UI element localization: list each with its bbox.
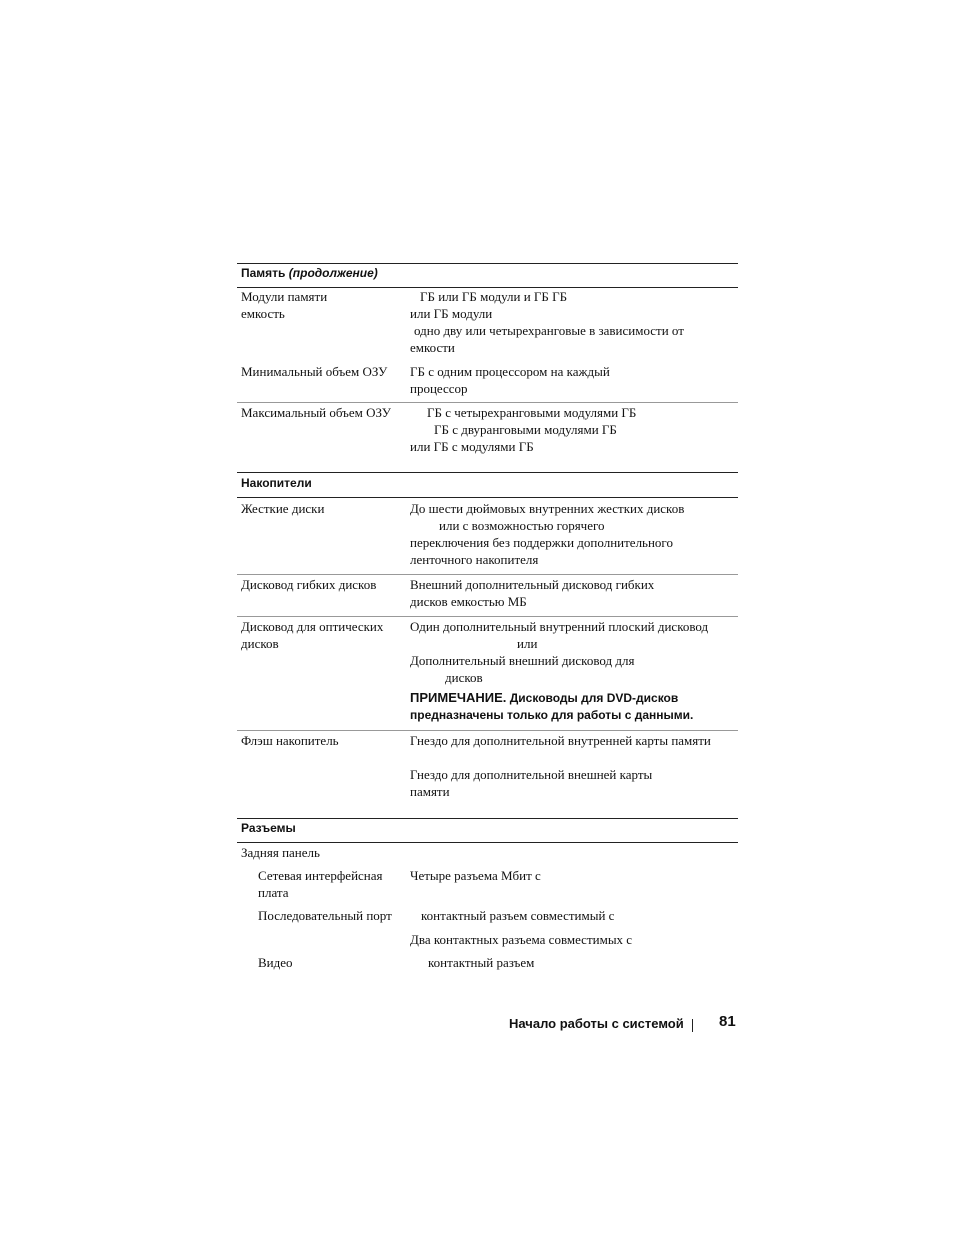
- note-label: ПРИМЕЧАНИЕ.: [410, 690, 507, 705]
- section-title-memory: Память (продолжение): [241, 266, 378, 280]
- value-video: контактный разъем: [428, 955, 535, 970]
- label-memory-modules: Модули памяти емкость: [241, 289, 328, 321]
- label-video: Видео: [258, 955, 293, 970]
- value-serial-port: контактный разъем совместимый с: [421, 908, 615, 923]
- row-divider: [237, 616, 738, 617]
- value-flash-internal: Гнездо для дополнительной внутренней карты памяти: [410, 733, 711, 748]
- label-hard-drives: Жесткие диски: [241, 501, 325, 516]
- value-max-ram: ГБ с четырехранговыми модулями ГБ ГБ с двуранговыми модулями ГБ или ГБ с модулями ГБ: [410, 405, 637, 454]
- value-min-ram: ГБ с одним процессором на каждый процессор: [410, 364, 610, 396]
- value-optical-drive: Один дополнительный внутренний плоский дисковод или Дополнительный внешний дисковод для дисков: [410, 619, 709, 685]
- label-nic: Сетевая интерфейсная плата: [258, 868, 383, 900]
- section-title-connectors: Разъемы: [241, 821, 296, 835]
- row-divider: [237, 574, 738, 575]
- section-header-rule: [237, 842, 738, 843]
- value-memory-modules: ГБ или ГБ модули и ГБ ГБ или ГБ модули одно дву или четырехранговые в зависимости от емкости: [410, 289, 684, 355]
- label-floppy-drive: Дисковод гибких дисков: [241, 577, 377, 592]
- footer-separator: [692, 1019, 693, 1032]
- row-divider: [237, 730, 738, 731]
- section-title-storage: Накопители: [241, 476, 312, 490]
- label-rear-panel: Задняя панель: [241, 845, 320, 860]
- value-nic: Четыре разъема Мбит с: [410, 868, 541, 883]
- label-serial-port: Последовательный порт: [258, 908, 392, 923]
- section-top-rule: [237, 818, 738, 819]
- value-flash-external: Гнездо для дополнительной внешней карты памяти: [410, 767, 653, 799]
- label-flash-drive: Флэш накопитель: [241, 733, 339, 748]
- page-number: 81: [719, 1013, 736, 1030]
- value-hard-drives: До шести дюймовых внутренних жестких дисков или с возможностью горячего переключения без поддержки дополнительного ленточного накопителя: [410, 501, 685, 567]
- section-header-rule: [237, 497, 738, 498]
- label-max-ram: Максимальный объем ОЗУ: [241, 405, 391, 420]
- label-optical-drive: Дисковод для оптических дисков: [241, 619, 384, 651]
- note-optical: ПРИМЕЧАНИЕ. Дисководы для DVD-дисков предназначены только для работы с данными.: [410, 690, 694, 722]
- value-usb-ports: Два контактных разъема совместимых с: [410, 932, 633, 947]
- footer-chapter-title: Начало работы с системой: [509, 1016, 684, 1031]
- label-min-ram: Минимальный объем ОЗУ: [241, 364, 388, 379]
- row-divider: [237, 402, 738, 403]
- section-top-rule: [237, 263, 738, 264]
- section-top-rule: [237, 472, 738, 473]
- value-floppy-drive: Внешний дополнительный дисковод гибких дисков емкостью МБ: [410, 577, 655, 609]
- section-title-suffix: (продолжение): [288, 266, 378, 280]
